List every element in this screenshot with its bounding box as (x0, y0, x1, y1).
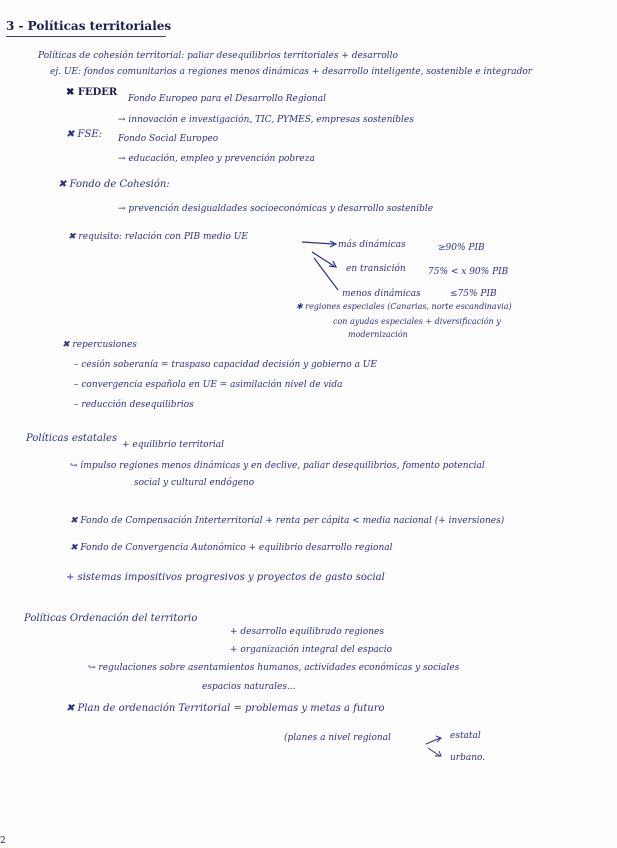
plan-level-arrows (424, 734, 448, 760)
ordination-aim-1: + desarrollo equilibrado regiones (230, 627, 384, 637)
feder-definition: Fondo Europeo para el Desarrollo Regional (128, 94, 326, 104)
plan-level-1: estatal (450, 731, 481, 741)
ordination-heading: Políticas Ordenación del territorio (24, 613, 198, 624)
convergence-fund: ✖ Fondo de Convergencia Autonómico + equilibrio desarrollo regional (70, 543, 393, 553)
requisite-arrows (300, 236, 340, 298)
page-number: 2 (0, 836, 6, 846)
page-title: 3 - Políticas territoriales (6, 19, 172, 33)
compensation-fund: ✖ Fondo de Compensación Interterritorial + renta per cápita < media nacional (+ inversiones) (70, 516, 505, 526)
requisite-level-1: más dinámicas (338, 240, 406, 250)
requisite-value-3: ≤75% PIB (450, 289, 497, 299)
ordination-aim-2: + organización integral del espacio (230, 645, 393, 655)
feder-label: ✖ FEDER (66, 87, 118, 98)
cohesion-intro: Políticas de cohesión territorial: paliar desequilibrios territoriales + desarrollo (38, 51, 398, 61)
title-underline (6, 36, 166, 37)
ordination-regulation-2: espacios naturales... (202, 682, 296, 692)
state-impulse-1: ↪ impulso regiones menos dinámicas y en declive, paliar desequilibrios, fomento potencial (70, 461, 485, 471)
cohesion-fund-detail: → prevención desigualdades socioeconómicas y desarrollo sostenible (118, 204, 434, 214)
requisite: ✖ requisito: relación con PIB medio UE (68, 232, 248, 242)
state-heading: Políticas estatales (26, 433, 118, 444)
ordination-regulation-1: ↪ regulaciones sobre asentamientos humanos, actividades económicas y sociales (88, 663, 460, 673)
tax-systems: + sistemas impositivos progresivos y proyectos de gasto social (66, 572, 385, 583)
repercussions-heading: ✖ repercusiones (62, 340, 137, 350)
repercussion-2: – convergencia española en UE = asimilación nivel de vida (74, 380, 343, 390)
requisite-value-1: ≥90% PIB (438, 243, 485, 253)
state-impulse-2: social y cultural endógeno (134, 478, 255, 488)
cohesion-example: ej. UE: fondos comunitarios a regiones menos dinámicas + desarrollo inteligente, sostenible e integrador (50, 67, 533, 77)
repercussion-1: – cesión soberanía = traspaso capacidad decisión y gobierno a UE (74, 360, 377, 370)
plan-level-2: urbano. (450, 753, 486, 763)
repercussion-3: – reducción desequilibrios (74, 400, 194, 410)
special-regions-3: modernización (348, 330, 408, 339)
plan-levels: (planes a nivel regional (284, 733, 391, 743)
fse-detail: → educación, empleo y prevención pobreza (118, 154, 315, 164)
requisite-value-2: 75% < x 90% PIB (428, 267, 509, 277)
feder-detail: → innovación e investigación, TIC, PYMES, empresas sostenibles (118, 115, 414, 125)
fse-definition: Fondo Social Europeo (118, 134, 219, 144)
special-regions-2: con ayudas especiales + diversificación y (333, 317, 501, 326)
requisite-level-3: menos dinámicas (342, 289, 421, 299)
requisite-level-2: en transición (346, 264, 406, 274)
fse-label: ✖ FSE: (66, 129, 103, 140)
state-heading-note: + equilibrio territorial (122, 440, 225, 450)
territorial-plan: ✖ Plan de ordenación Territorial = problemas y metas a futuro (66, 703, 385, 714)
cohesion-fund: ✖ Fondo de Cohesión: (58, 179, 170, 190)
special-regions-1: ✱ regiones especiales (Canarias, norte escandinavia) (296, 302, 512, 311)
